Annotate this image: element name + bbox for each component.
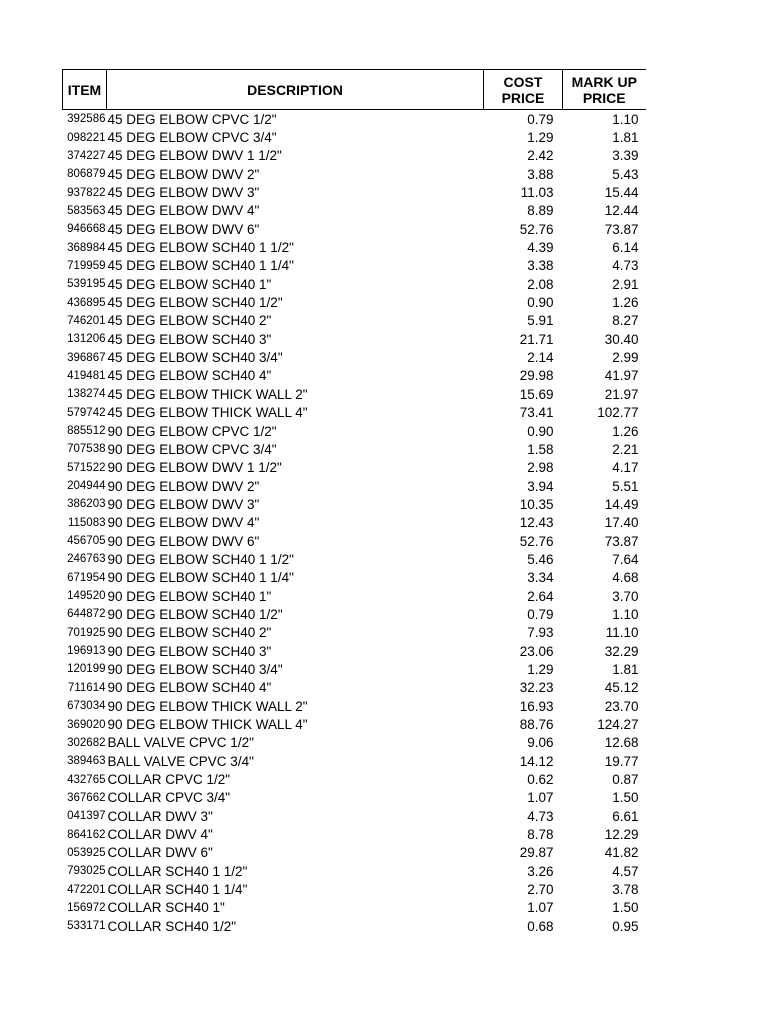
cost-price-cell: 29.87 [519, 845, 554, 861]
header-item [63, 70, 107, 110]
markup-price-cell: 7.64 [612, 551, 639, 567]
table-row [63, 899, 646, 917]
cost-price-cell: 3.26 [527, 863, 554, 879]
price-sheet [62, 69, 645, 935]
markup-price-cell: 73.87 [604, 221, 639, 237]
table-row [63, 880, 646, 898]
table-row [63, 862, 646, 880]
table-row [63, 293, 646, 311]
item-number-cell: 711614 [67, 681, 106, 694]
table-row [63, 807, 646, 825]
item-number-cell: 204944 [67, 480, 106, 493]
cost-price-cell: 14.12 [519, 753, 554, 769]
table-row [63, 569, 646, 587]
header-item-label: ITEM [67, 81, 102, 98]
cost-price-cell: 12.43 [519, 515, 554, 531]
item-number-cell: 389463 [67, 755, 106, 768]
description-cell: 45 DEG ELBOW CPVC 3/4" [107, 130, 277, 146]
markup-price-cell: 124.27 [597, 717, 639, 733]
table-body [63, 110, 646, 936]
table-row [63, 514, 646, 532]
markup-price-cell: 2.91 [612, 276, 639, 292]
table-row [63, 770, 646, 788]
markup-price-cell: 21.97 [604, 386, 639, 402]
cost-price-cell: 2.98 [527, 460, 554, 476]
table-row [63, 147, 646, 165]
description-cell: 90 DEG ELBOW SCH40 2" [107, 625, 272, 641]
cost-price-cell: 8.89 [527, 203, 554, 219]
table-row [63, 495, 646, 513]
cost-price-cell: 15.69 [519, 386, 554, 402]
item-number-cell: 793025 [67, 865, 106, 878]
cost-price-cell: 2.14 [527, 350, 554, 366]
header-cost-line1: COST [503, 73, 543, 90]
markup-price-cell: 15.44 [604, 185, 639, 201]
cost-price-cell: 2.42 [527, 148, 554, 164]
table-row [63, 532, 646, 550]
cost-price-cell: 9.06 [527, 735, 554, 751]
description-cell: COLLAR SCH40 1" [107, 900, 225, 916]
header-cost-line2: PRICE [501, 89, 545, 106]
item-number-cell: 149520 [67, 590, 106, 603]
item-number-cell: 864162 [67, 828, 106, 841]
description-cell: 45 DEG ELBOW DWV 2" [107, 166, 260, 182]
description-cell: 45 DEG ELBOW SCH40 4" [107, 368, 272, 384]
cost-price-cell: 1.07 [527, 900, 554, 916]
header-row [63, 70, 646, 110]
header-markup-line1: MARK UP [571, 73, 637, 90]
header-markup-price [563, 70, 646, 110]
item-number-cell: 806879 [67, 168, 106, 181]
item-number-cell: 419481 [67, 369, 106, 382]
description-cell: COLLAR SCH40 1/2" [107, 918, 237, 934]
description-cell: 90 DEG ELBOW THICK WALL 2" [107, 698, 308, 714]
markup-price-cell: 1.50 [612, 790, 639, 806]
item-number-cell: 120199 [67, 663, 106, 676]
description-cell: COLLAR SCH40 1 1/4" [107, 882, 248, 898]
table-row [63, 440, 646, 458]
item-number-cell: 436895 [67, 296, 106, 309]
item-number-cell: 041397 [67, 810, 106, 823]
table-header [63, 70, 646, 110]
markup-price-cell: 17.40 [604, 515, 639, 531]
table-row [63, 367, 646, 385]
cost-price-cell: 0.62 [527, 772, 554, 788]
description-cell: 45 DEG ELBOW DWV 1 1/2" [107, 148, 282, 164]
cost-price-cell: 1.29 [527, 661, 554, 677]
description-cell: COLLAR SCH40 1 1/2" [107, 863, 248, 879]
markup-price-cell: 1.10 [612, 606, 639, 622]
description-cell: 45 DEG ELBOW DWV 3" [107, 185, 260, 201]
item-number-cell: 196913 [67, 645, 106, 658]
cost-price-cell: 5.91 [527, 313, 554, 329]
markup-price-cell: 1.26 [612, 423, 639, 439]
item-number-cell: 937822 [67, 186, 106, 199]
markup-price-cell: 5.51 [612, 478, 639, 494]
description-cell: 45 DEG ELBOW CPVC 1/2" [107, 111, 277, 127]
table-row [63, 789, 646, 807]
item-number-cell: 369020 [67, 718, 106, 731]
cost-price-cell: 21.71 [519, 331, 554, 347]
cost-price-cell: 4.39 [527, 240, 554, 256]
item-number-cell: 472201 [67, 883, 106, 896]
item-number-cell: 707538 [67, 443, 106, 456]
cost-price-cell: 88.76 [519, 717, 554, 733]
table-row [63, 477, 646, 495]
table-row [63, 752, 646, 770]
markup-price-cell: 4.68 [612, 570, 639, 586]
markup-price-cell: 32.29 [604, 643, 639, 659]
description-cell: 90 DEG ELBOW SCH40 1 1/2" [107, 551, 294, 567]
item-number-cell: 946668 [67, 223, 106, 236]
markup-price-cell: 73.87 [604, 533, 639, 549]
cost-price-cell: 73.41 [519, 405, 554, 421]
cost-price-cell: 1.58 [527, 441, 554, 457]
item-number-cell: 885512 [67, 425, 106, 438]
item-number-cell: 583563 [67, 204, 106, 217]
item-number-cell: 671954 [67, 571, 106, 584]
header-description [107, 70, 484, 110]
description-cell: 45 DEG ELBOW DWV 6" [107, 221, 260, 237]
item-number-cell: 302682 [67, 736, 106, 749]
description-cell: 90 DEG ELBOW DWV 1 1/2" [107, 460, 282, 476]
markup-price-cell: 12.29 [604, 827, 639, 843]
header-markup-line2: PRICE [582, 89, 626, 106]
description-cell: 45 DEG ELBOW SCH40 1/2" [107, 295, 283, 311]
description-cell: COLLAR DWV 6" [107, 845, 213, 861]
item-number-cell: 533171 [67, 920, 106, 933]
table-row [63, 679, 646, 697]
table-row [63, 404, 646, 422]
item-number-cell: 539195 [67, 278, 106, 291]
description-cell: COLLAR CPVC 3/4" [107, 790, 231, 806]
cost-price-cell: 5.46 [527, 551, 554, 567]
markup-price-cell: 41.97 [604, 368, 639, 384]
cost-price-cell: 3.94 [527, 478, 554, 494]
description-cell: 45 DEG ELBOW SCH40 3/4" [107, 350, 283, 366]
markup-price-cell: 6.61 [612, 808, 639, 824]
markup-price-cell: 1.26 [612, 295, 639, 311]
cost-price-cell: 0.79 [527, 111, 554, 127]
description-cell: BALL VALVE CPVC 3/4" [107, 753, 254, 769]
table-row [63, 550, 646, 568]
table-row [63, 660, 646, 678]
item-number-cell: 131206 [67, 333, 106, 346]
markup-price-cell: 6.14 [612, 240, 639, 256]
table-row [63, 385, 646, 403]
table-row [63, 642, 646, 660]
table-row [63, 844, 646, 862]
cost-price-cell: 52.76 [519, 533, 554, 549]
item-number-cell: 673034 [67, 700, 106, 713]
markup-price-cell: 1.10 [612, 111, 639, 127]
table-row [63, 202, 646, 220]
cost-price-cell: 2.08 [527, 276, 554, 292]
description-cell: 45 DEG ELBOW THICK WALL 4" [107, 405, 308, 421]
cost-price-cell: 0.68 [527, 918, 554, 934]
table-row [63, 165, 646, 183]
description-cell: 45 DEG ELBOW SCH40 1 1/2" [107, 240, 294, 256]
markup-price-cell: 14.49 [604, 496, 639, 512]
cost-price-cell: 11.03 [520, 185, 554, 201]
table-row [63, 275, 646, 293]
table-row [63, 110, 646, 129]
table-row [63, 587, 646, 605]
item-number-cell: 396867 [67, 351, 106, 364]
item-number-cell: 719959 [67, 259, 106, 272]
item-number-cell: 746201 [67, 314, 106, 327]
markup-price-cell: 3.39 [612, 148, 639, 164]
table-row [63, 128, 646, 146]
cost-price-cell: 0.79 [527, 606, 554, 622]
item-number-cell: 579742 [67, 406, 106, 419]
description-cell: 90 DEG ELBOW CPVC 1/2" [107, 423, 277, 439]
description-cell: 45 DEG ELBOW SCH40 1 1/4" [107, 258, 294, 274]
item-number-cell: 367662 [67, 791, 106, 804]
cost-price-cell: 29.98 [519, 368, 554, 384]
markup-price-cell: 45.12 [604, 680, 639, 696]
cost-price-cell: 4.73 [527, 808, 554, 824]
markup-price-cell: 2.99 [612, 350, 639, 366]
table-row [63, 734, 646, 752]
item-number-cell: 701925 [67, 626, 106, 639]
description-cell: COLLAR CPVC 1/2" [107, 772, 231, 788]
markup-price-cell: 12.44 [604, 203, 639, 219]
item-number-cell: 098221 [67, 131, 106, 144]
table-row [63, 459, 646, 477]
description-cell: 90 DEG ELBOW DWV 3" [107, 496, 260, 512]
description-cell: BALL VALVE CPVC 1/2" [107, 735, 254, 751]
description-cell: 90 DEG ELBOW SCH40 1" [107, 588, 272, 604]
markup-price-cell: 3.70 [612, 588, 639, 604]
markup-price-cell: 4.73 [612, 258, 639, 274]
item-number-cell: 432765 [67, 773, 106, 786]
description-cell: 45 DEG ELBOW DWV 4" [107, 203, 260, 219]
description-cell: 90 DEG ELBOW SCH40 3/4" [107, 661, 283, 677]
table-row [63, 825, 646, 843]
item-number-cell: 374227 [67, 149, 106, 162]
price-table [62, 69, 646, 935]
cost-price-cell: 52.76 [519, 221, 554, 237]
item-number-cell: 156972 [67, 901, 106, 914]
table-row [63, 330, 646, 348]
markup-price-cell: 3.78 [612, 882, 639, 898]
markup-price-cell: 5.43 [612, 166, 639, 182]
cost-price-cell: 2.64 [527, 588, 554, 604]
table-row [63, 605, 646, 623]
markup-price-cell: 1.50 [612, 900, 639, 916]
description-cell: 90 DEG ELBOW SCH40 4" [107, 680, 272, 696]
description-cell: 90 DEG ELBOW DWV 4" [107, 515, 260, 531]
markup-price-cell: 0.87 [612, 772, 639, 788]
table-row [63, 715, 646, 733]
header-cost-price [484, 70, 563, 110]
table-row [63, 257, 646, 275]
item-number-cell: 246763 [67, 553, 106, 566]
cost-price-cell: 0.90 [527, 295, 554, 311]
cost-price-cell: 1.07 [527, 790, 554, 806]
description-cell: 45 DEG ELBOW SCH40 2" [107, 313, 272, 329]
markup-price-cell: 1.81 [612, 661, 639, 677]
markup-price-cell: 1.81 [612, 130, 639, 146]
markup-price-cell: 19.77 [604, 753, 639, 769]
description-cell: 45 DEG ELBOW SCH40 1" [107, 276, 272, 292]
table-row [63, 220, 646, 238]
cost-price-cell: 23.06 [519, 643, 554, 659]
markup-price-cell: 23.70 [604, 698, 639, 714]
item-number-cell: 644872 [67, 608, 106, 621]
cost-price-cell: 8.78 [527, 827, 554, 843]
markup-price-cell: 4.17 [612, 460, 639, 476]
cost-price-cell: 32.23 [519, 680, 554, 696]
description-cell: 90 DEG ELBOW DWV 2" [107, 478, 260, 494]
table-row [63, 183, 646, 201]
cost-price-cell: 2.70 [527, 882, 554, 898]
cost-price-cell: 3.38 [527, 258, 554, 274]
description-cell: 90 DEG ELBOW SCH40 1 1/4" [107, 570, 294, 586]
item-number-cell: 138274 [67, 388, 106, 401]
markup-price-cell: 0.95 [612, 918, 639, 934]
markup-price-cell: 11.10 [605, 625, 639, 641]
markup-price-cell: 12.68 [604, 735, 639, 751]
markup-price-cell: 102.77 [597, 405, 639, 421]
item-number-cell: 571522 [67, 461, 106, 474]
description-cell: 90 DEG ELBOW DWV 6" [107, 533, 260, 549]
table-row [63, 422, 646, 440]
markup-price-cell: 4.57 [612, 863, 639, 879]
description-cell: 90 DEG ELBOW CPVC 3/4" [107, 441, 277, 457]
markup-price-cell: 30.40 [604, 331, 639, 347]
cost-price-cell: 3.88 [527, 166, 554, 182]
item-number-cell: 392586 [67, 113, 106, 126]
table-row [63, 348, 646, 366]
table-row [63, 624, 646, 642]
item-number-cell: 386203 [67, 498, 106, 511]
description-cell: COLLAR DWV 4" [107, 827, 213, 843]
table-row [63, 697, 646, 715]
description-cell: 90 DEG ELBOW SCH40 3" [107, 643, 272, 659]
item-number-cell: 053925 [67, 846, 106, 859]
description-cell: 90 DEG ELBOW SCH40 1/2" [107, 606, 283, 622]
item-number-cell: 115083 [67, 516, 106, 529]
description-cell: COLLAR DWV 3" [107, 808, 213, 824]
cost-price-cell: 3.34 [527, 570, 554, 586]
description-cell: 90 DEG ELBOW THICK WALL 4" [107, 717, 308, 733]
table-row [63, 312, 646, 330]
description-cell: 45 DEG ELBOW SCH40 3" [107, 331, 272, 347]
item-number-cell: 456705 [67, 535, 106, 548]
cost-price-cell: 7.93 [527, 625, 554, 641]
markup-price-cell: 41.82 [604, 845, 639, 861]
cost-price-cell: 10.35 [519, 496, 554, 512]
cost-price-cell: 16.93 [519, 698, 554, 714]
item-number-cell: 368984 [67, 241, 106, 254]
markup-price-cell: 8.27 [612, 313, 639, 329]
header-description-label: DESCRIPTION [247, 81, 343, 98]
table-row [63, 917, 646, 935]
cost-price-cell: 0.90 [527, 423, 554, 439]
description-cell: 45 DEG ELBOW THICK WALL 2" [107, 386, 308, 402]
cost-price-cell: 1.29 [527, 130, 554, 146]
markup-price-cell: 2.21 [612, 441, 639, 457]
table-row [63, 238, 646, 256]
